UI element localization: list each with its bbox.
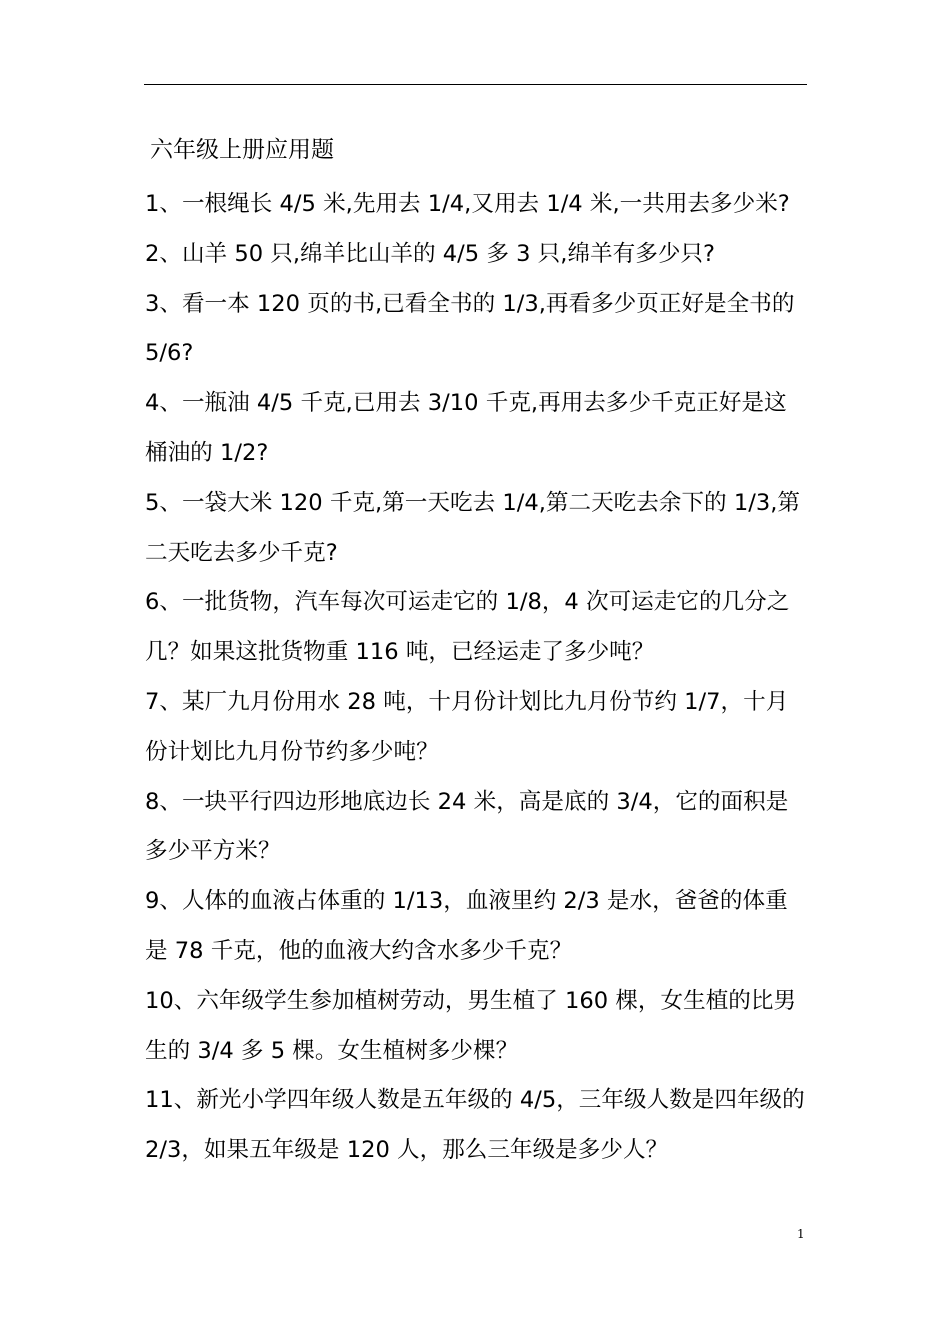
- problem-11: 11、新光小学四年级人数是五年级的 4/5，三年级人数是四年级的 2/3，如果五年级是 120 人，那么三年级是多少人？: [145, 1087, 805, 1164]
- problem-5: 5、一袋大米 120 千克,第一天吃去 1/4,第二天吃去余下的 1/3,第二天吃去多少千克?: [145, 489, 800, 566]
- problem-8: 8、一块平行四边形地底边长 24 米，高是底的 3/4，它的面积是多少平方米？: [145, 788, 789, 865]
- problem-4: 4、一瓶油 4/5 千克,已用去 3/10 千克,再用去多少千克正好是这桶油的 1/2?: [145, 390, 787, 466]
- page-number: 1: [797, 1227, 805, 1241]
- problem-3: 3、看一本 120 页的书,已看全书的 1/3,再看多少页正好是全书的 5/6?: [145, 290, 795, 367]
- problem-list: [145, 180, 809, 1176]
- problem-10: 10、六年级学生参加植树劳动，男生植了 160 棵，女生植的比男生的 3/4 多 5 棵。女生植树多少棵？: [145, 987, 797, 1064]
- problem-6: 6、一批货物，汽车每次可运走它的 1/8，4 次可运走它的几分之几？如果这批货物重 116 吨，已经运走了多少吨？: [145, 589, 790, 666]
- header-rule: [144, 84, 807, 85]
- problem-7: 7、某厂九月份用水 28 吨，十月份计划比九月份节约 1/7，十月份计划比九月份节约多少吨？: [145, 688, 789, 765]
- problem-1: 1、一根绳长 4/5 米,先用去 1/4,又用去 1/4 米,一共用去多少米?: [145, 191, 790, 217]
- document-title: 六年级上册应用题: [150, 137, 334, 163]
- problem-9: 9、人体的血液占体重的 1/13，血液里约 2/3 是水，爸爸的体重是 78 千克，他的血液大约含水多少千克？: [145, 888, 788, 964]
- problem-2: 2、山羊 50 只,绵羊比山羊的 4/5 多 3 只,绵羊有多少只?: [145, 240, 715, 267]
